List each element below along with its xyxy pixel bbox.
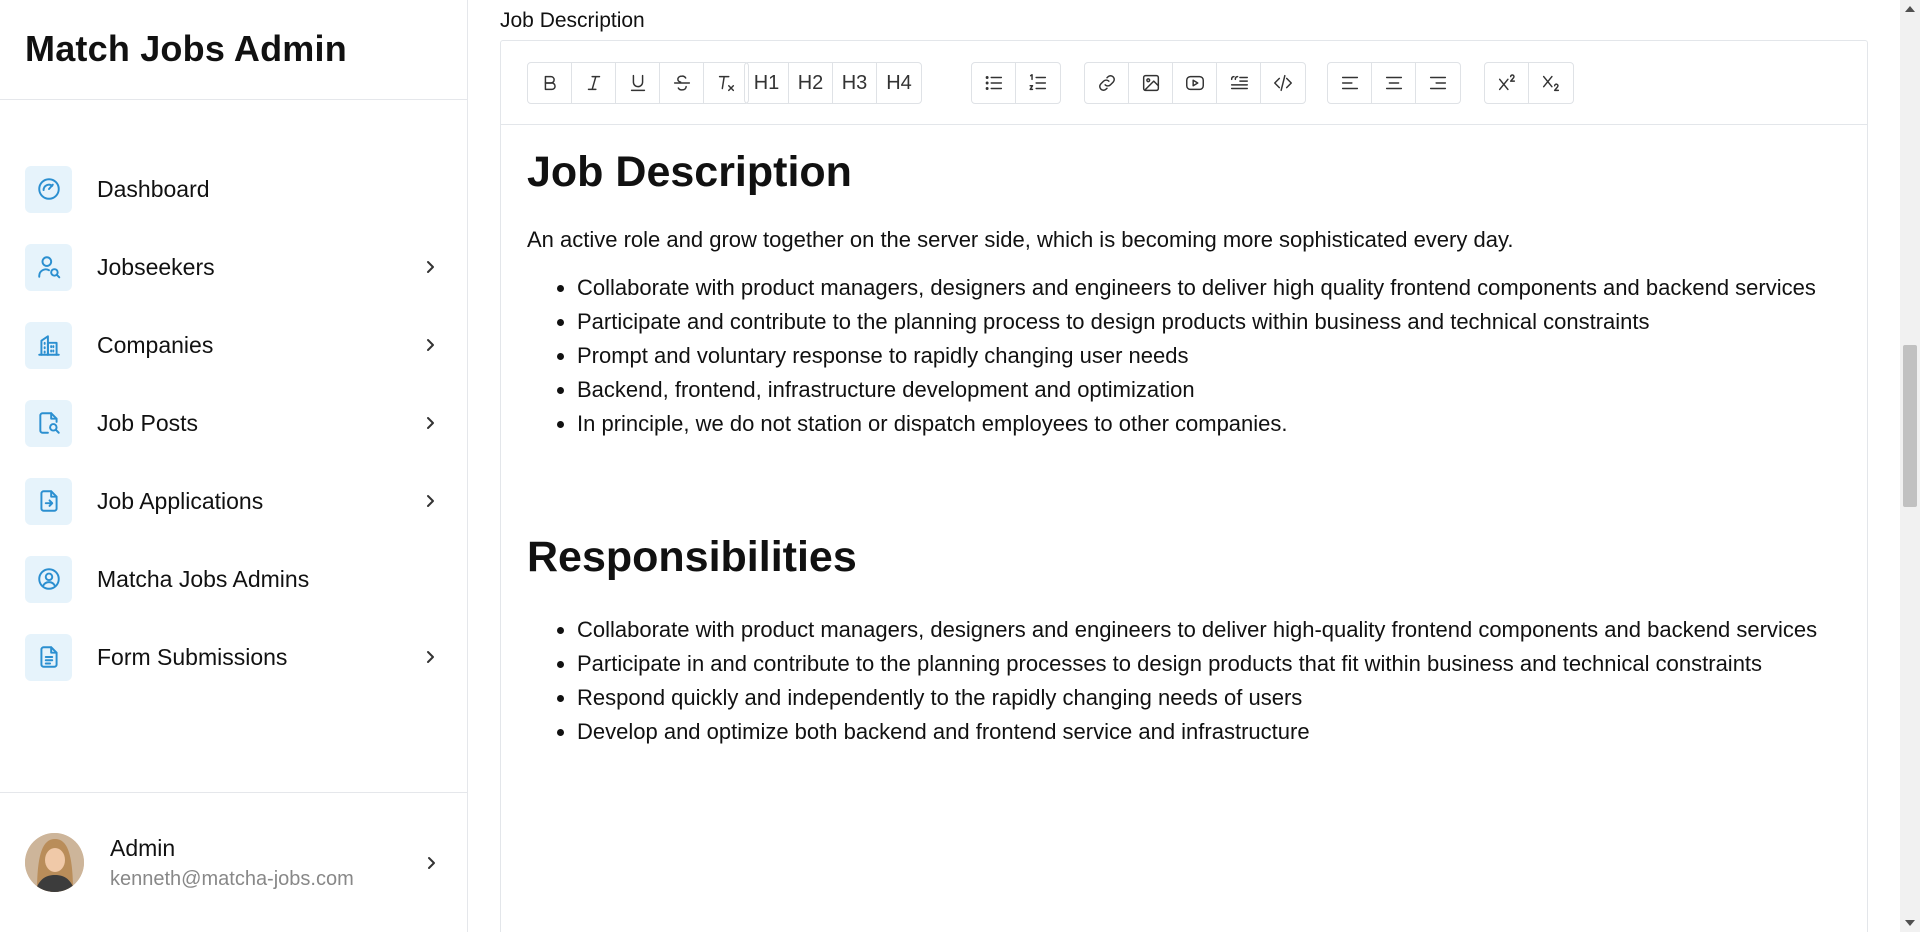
user-circle-icon	[25, 556, 72, 603]
clear-format-button[interactable]	[704, 63, 748, 103]
video-button[interactable]	[1173, 63, 1217, 103]
ordered-list-button[interactable]	[1016, 63, 1060, 103]
content-heading-responsibilities: Responsibilities	[527, 532, 857, 581]
editor-content[interactable]	[501, 125, 1867, 749]
sidebar-nav	[0, 100, 467, 696]
scroll-up-arrow-icon[interactable]	[1905, 6, 1915, 12]
sidebar-item-dashboard[interactable]	[0, 150, 467, 228]
toolbar-group-script	[1484, 62, 1574, 104]
list-item: • Backend, frontend, infrastructure development and optimization	[577, 373, 1841, 407]
avatar	[25, 833, 84, 892]
underline-button[interactable]	[616, 63, 660, 103]
document-search-icon	[25, 400, 72, 447]
blockquote-button[interactable]	[1217, 63, 1261, 103]
image-button[interactable]	[1129, 63, 1173, 103]
italic-icon	[583, 72, 605, 94]
sidebar-item-label: Matcha Jobs Admins	[97, 565, 310, 592]
list-item: • Prompt and voluntary response to rapidly changing user needs	[577, 339, 1841, 373]
dashboard-gauge-icon	[25, 166, 72, 213]
document-arrow-icon	[25, 478, 72, 525]
user-name: Admin	[110, 834, 176, 861]
strikethrough-button[interactable]	[660, 63, 704, 103]
sidebar-item-label: Jobseekers	[97, 253, 215, 280]
main-content	[468, 0, 1900, 932]
sidebar-item-label: Dashboard	[97, 175, 210, 202]
clear-format-icon	[715, 72, 737, 94]
list-item: • Participate in and contribute to the planning processes to design products that fit within business and technical constraints	[577, 647, 1841, 681]
heading1-label: H1	[753, 71, 780, 94]
sidebar-item-job-applications[interactable]	[0, 462, 467, 540]
sidebar-item-job-posts[interactable]	[0, 384, 467, 462]
bullet-list-button[interactable]	[972, 63, 1016, 103]
code-icon	[1272, 72, 1294, 94]
strikethrough-icon	[671, 72, 693, 94]
chevron-right-icon[interactable]	[423, 260, 437, 274]
heading4-label: H4	[886, 71, 912, 94]
toolbar-group-lists	[971, 62, 1061, 104]
superscript-button[interactable]	[1485, 63, 1529, 103]
sidebar-item-companies[interactable]	[0, 306, 467, 384]
sidebar-item-matcha-jobs-admins[interactable]	[0, 540, 467, 618]
align-right-button[interactable]	[1416, 63, 1460, 103]
align-left-icon	[1339, 72, 1361, 94]
sidebar	[0, 0, 468, 932]
user-profile[interactable]	[0, 792, 468, 932]
chevron-right-icon[interactable]	[423, 338, 437, 352]
chevron-right-icon[interactable]	[424, 856, 438, 870]
superscript-icon	[1496, 72, 1518, 94]
document-text-icon	[25, 634, 72, 681]
align-right-icon	[1427, 72, 1449, 94]
link-icon	[1096, 72, 1118, 94]
heading3-button[interactable]	[833, 63, 877, 103]
image-icon	[1140, 72, 1162, 94]
sidebar-item-jobseekers[interactable]	[0, 228, 467, 306]
ordered-list-icon	[1027, 72, 1049, 94]
field-label: Job Description	[500, 9, 645, 32]
sidebar-item-label: Companies	[97, 331, 214, 358]
sidebar-item-label: Job Posts	[97, 409, 198, 436]
chevron-right-icon[interactable]	[423, 416, 437, 430]
link-button[interactable]	[1085, 63, 1129, 103]
chevron-right-icon[interactable]	[423, 494, 437, 508]
bold-button[interactable]	[528, 63, 572, 103]
content-list-responsibilities	[527, 613, 1841, 749]
list-item: • Participate and contribute to the planning process to design products within business and technical constraints	[577, 305, 1841, 339]
user-search-icon	[25, 244, 72, 291]
sidebar-item-label: Form Submissions	[97, 643, 288, 670]
scroll-down-arrow-icon[interactable]	[1905, 920, 1915, 926]
toolbar-group-align	[1327, 62, 1461, 104]
building-icon	[25, 322, 72, 369]
heading2-button[interactable]	[789, 63, 833, 103]
sidebar-item-label: Job Applications	[97, 487, 264, 514]
list-item: • Collaborate with product managers, designers and engineers to deliver high-quality frontend components and backend services	[577, 613, 1841, 647]
sidebar-item-form-submissions[interactable]	[0, 618, 467, 696]
content-list-description	[527, 271, 1841, 441]
underline-icon	[627, 72, 649, 94]
heading1-button[interactable]	[745, 63, 789, 103]
heading3-label: H3	[841, 71, 868, 94]
align-left-button[interactable]	[1328, 63, 1372, 103]
italic-button[interactable]	[572, 63, 616, 103]
subscript-button[interactable]	[1529, 63, 1573, 103]
list-item: • Develop and optimize both backend and frontend service and infrastructure	[577, 715, 1841, 749]
align-center-button[interactable]	[1372, 63, 1416, 103]
rich-text-editor[interactable]	[500, 40, 1868, 932]
content-intro: An active role and grow together on the server side, which is becoming more sophisticated every day.	[527, 226, 1514, 252]
bullet-list-icon	[983, 72, 1005, 94]
heading2-label: H2	[797, 71, 824, 94]
scrollbar-thumb[interactable]	[1903, 345, 1917, 507]
toolbar-group-format	[527, 62, 749, 104]
code-button[interactable]	[1261, 63, 1305, 103]
video-icon	[1184, 72, 1206, 94]
content-heading-job-description: Job Description	[527, 148, 852, 196]
page-scrollbar[interactable]	[1900, 0, 1920, 932]
toolbar-group-insert	[1084, 62, 1306, 104]
list-item: • Collaborate with product managers, designers and engineers to deliver high quality frontend components and backend services	[577, 271, 1841, 305]
subscript-icon	[1540, 72, 1562, 94]
list-item: • Respond quickly and independently to the rapidly changing needs of users	[577, 681, 1841, 715]
toolbar-group-headings	[744, 62, 922, 104]
editor-toolbar	[501, 41, 1867, 125]
list-item: • In principle, we do not station or dispatch employees to other companies.	[577, 407, 1841, 441]
app-title: Match Jobs Admin	[0, 0, 467, 100]
bold-icon	[539, 72, 561, 94]
chevron-right-icon[interactable]	[423, 650, 437, 664]
blockquote-icon	[1228, 72, 1250, 94]
align-center-icon	[1383, 72, 1405, 94]
heading4-button[interactable]	[877, 63, 921, 103]
user-email: kenneth@matcha-jobs.com	[110, 867, 354, 890]
